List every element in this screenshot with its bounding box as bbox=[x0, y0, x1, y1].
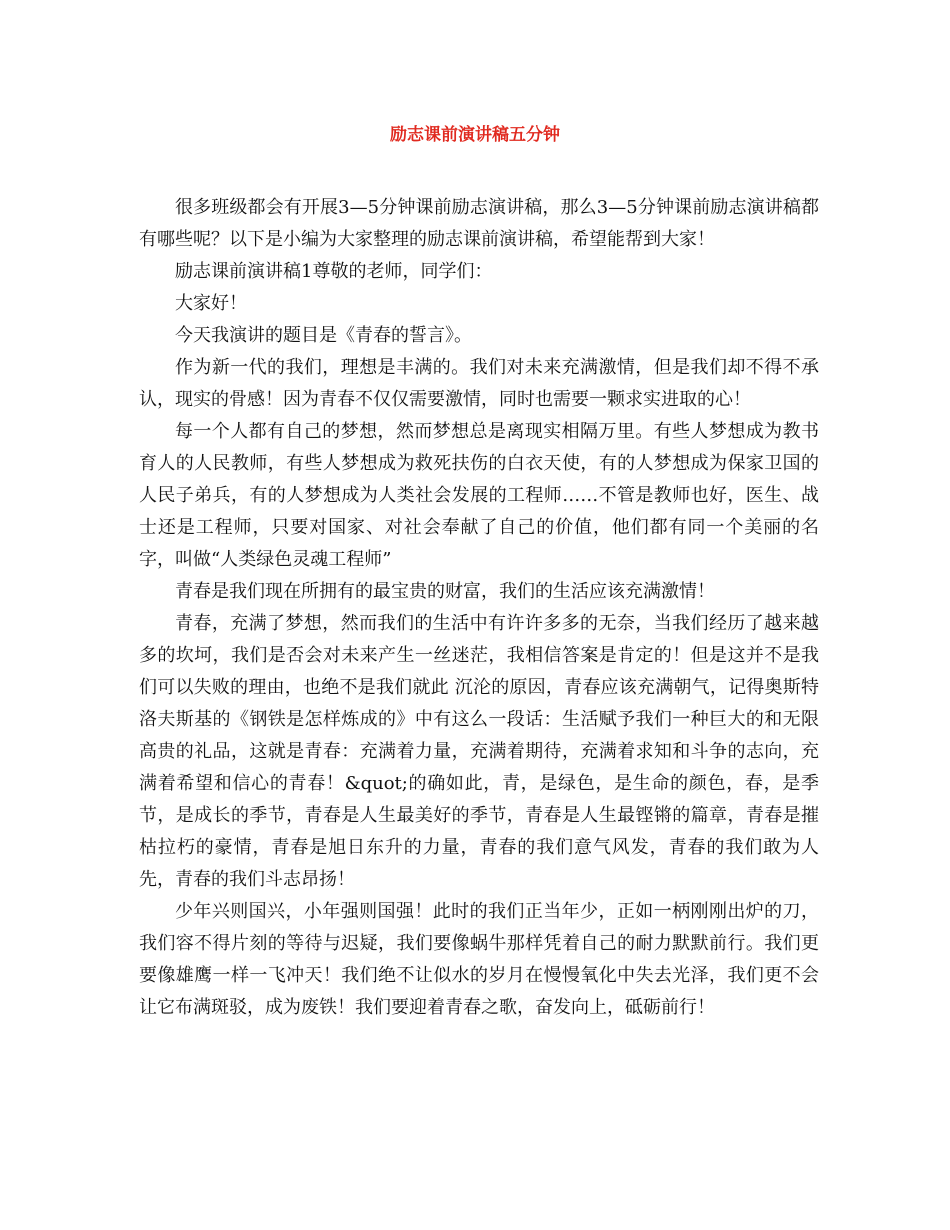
paragraph: 青春是我们现在所拥有的最宝贵的财富，我们的生活应该充满激情！ bbox=[175, 581, 715, 602]
paragraph: 今天我演讲的题目是《青春的誓言》。 bbox=[175, 325, 472, 346]
document-title: 励志课前演讲稿五分钟 bbox=[390, 125, 560, 145]
document-body bbox=[139, 192, 819, 1024]
paragraph: 很多班级都会有开展3—5分钟课前励志演讲稿，那么3—5分钟课前励志演讲稿都有哪些呢？以下是小编为大家整理的励志课前演讲稿，希望能帮到大家！ bbox=[139, 197, 819, 250]
paragraph: 作为新一代的我们，理想是丰满的。我们对未来充满激情，但是我们却不得不承认，现实的骨感！因为青春不仅仅需要激情，同时也需要一颗求实进取的心！ bbox=[139, 357, 819, 410]
paragraph: 少年兴则国兴，小年强则国强！此时的我们正当年少，正如一柄刚刚出炉的刀，我们容不得片刻的等待与迟疑，我们要像蜗牛那样凭着自己的耐力默默前行。我们更要像雄鹰一样一飞冲天！我们绝不让似水的岁月在慢慢氧化中失去光泽，我们更不会让它布满斑驳，成为废铁！我们要迎着青春之歌，奋发向上，砥砺前行！ bbox=[139, 901, 819, 1018]
paragraph: 大家好！ bbox=[175, 293, 247, 314]
paragraph: 每一个人都有自己的梦想，然而梦想总是离现实相隔万里。有些人梦想成为教书育人的人民教师，有些人梦想成为救死扶伤的白衣天使，有的人梦想成为保家卫国的人民子弟兵，有的人梦想成为人类社会发展的工程师……不管是教师也好，医生、战士还是工程师，只要对国家、对社会奉献了自己的价值，他们都有同一个美丽的名字，叫做“人类绿色灵魂工程师” bbox=[139, 421, 819, 570]
paragraph: 励志课前演讲稿1尊敬的老师，同学们： bbox=[175, 261, 493, 282]
paragraph: 青春，充满了梦想，然而我们的生活中有许许多多的无奈，当我们经历了越来越多的坎坷，我们是否会对未来产生一丝迷茫，我相信答案是肯定的！但是这并不是我们可以失败的理由，也绝不是我们就此 沉沦的原因，青春应该充满朝气，记得奥斯特洛夫斯基的《钢铁是怎样炼成的》中有这么一段话：生活赋予我们一种巨大的和无限高贵的礼品，这就是青春：充满着力量，充满着期待，充满着求知和斗争的志向，充满着希望和信心的青春！&quot;的确如此，青，是绿色，是生命的颜色，春，是季节，是成长的季节，青春是人生最美好的季节，青春是人生最铿锵的篇章，青春是摧枯拉朽的豪情，青春是旭日东升的力量，青春的我们意气风发，青春的我们敢为人先，青春的我们斗志昂扬！ bbox=[139, 613, 819, 890]
